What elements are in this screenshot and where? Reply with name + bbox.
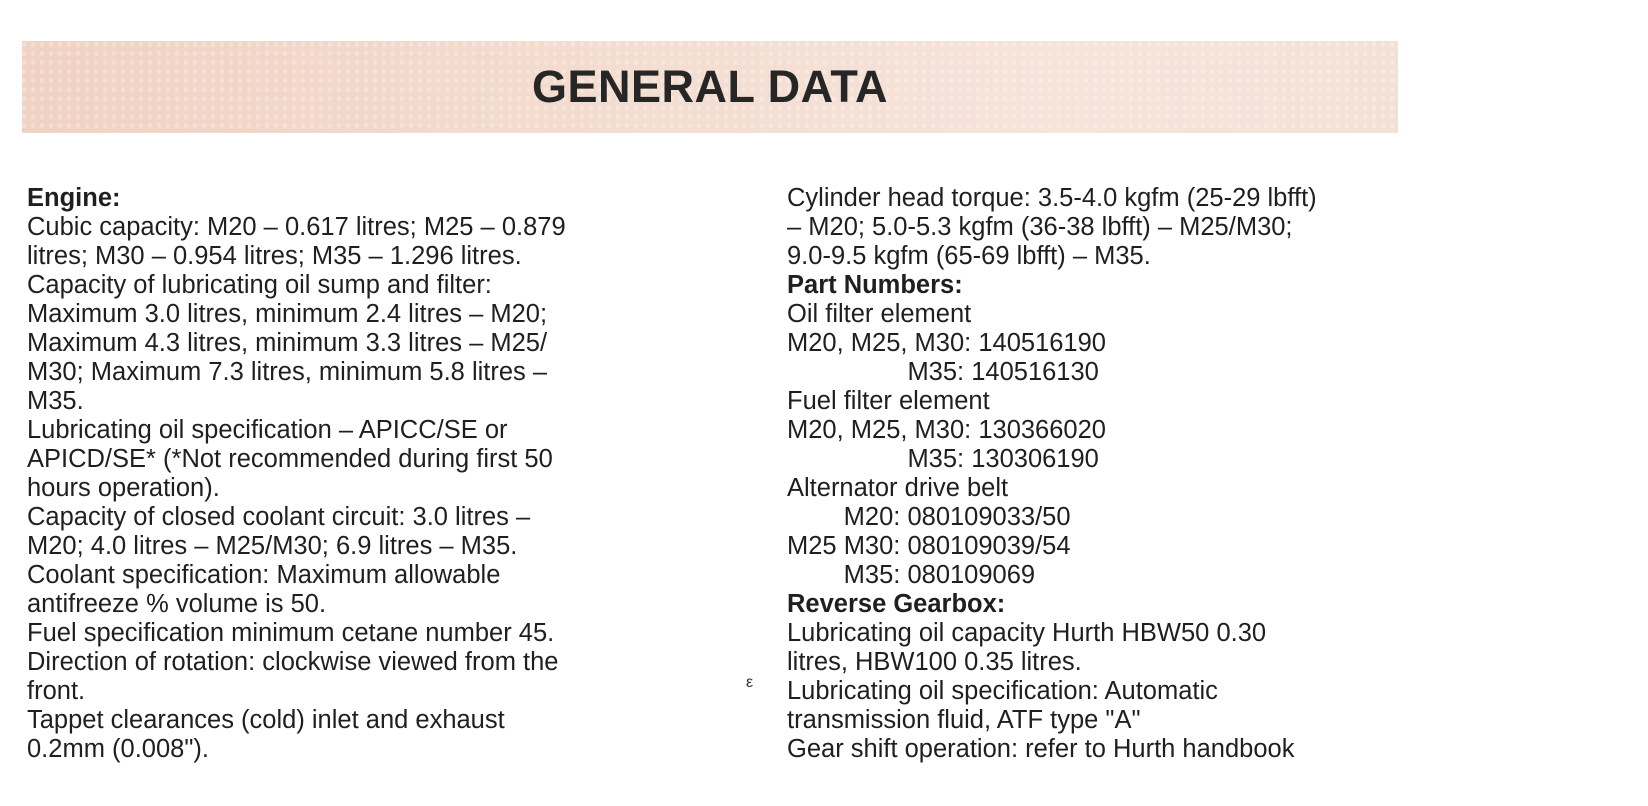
right-column	[787, 184, 1507, 764]
spec-line: Capacity of closed coolant circuit: 3.0 litres –	[27, 503, 531, 531]
spec-line: Coolant specification: Maximum allowable	[27, 561, 501, 589]
spec-line: M35: 080109069	[787, 561, 1036, 589]
spec-line: M20, M25, M30: 140516190	[787, 329, 1106, 357]
spec-line: – M20; 5.0-5.3 kgfm (36-38 lbfft) – M25/M30;	[787, 213, 1293, 241]
spec-line: M20; 4.0 litres – M25/M30; 6.9 litres – M35.	[27, 532, 518, 560]
spec-line: M30; Maximum 7.3 litres, minimum 5.8 litres –	[27, 358, 548, 386]
left-column	[27, 184, 717, 764]
spec-line: Fuel filter element	[787, 387, 990, 415]
spec-line: Fuel specification minimum cetane number 45.	[27, 619, 555, 647]
section-heading: Reverse Gearbox:	[787, 590, 1006, 618]
spec-line: Lubricating oil specification – APICC/SE or	[27, 416, 508, 444]
spec-line: Lubricating oil capacity Hurth HBW50 0.30	[787, 619, 1267, 647]
spec-line: Cubic capacity: M20 – 0.617 litres; M25 – 0.879	[27, 213, 566, 241]
spec-line: Capacity of lubricating oil sump and filter:	[27, 271, 492, 299]
spec-line: Lubricating oil specification: Automatic	[787, 677, 1218, 705]
spec-line: M35: 140516130	[787, 358, 1099, 386]
spec-line: M35: 130306190	[787, 445, 1099, 473]
header-band	[22, 41, 1398, 133]
spec-line: Gear shift operation: refer to Hurth handbook	[787, 735, 1295, 763]
spec-line: Maximum 3.0 litres, minimum 2.4 litres – M20;	[27, 300, 548, 328]
spec-line: M25 M30: 080109039/54	[787, 532, 1071, 560]
stray-mark: ε	[746, 674, 754, 691]
spec-line: 9.0-9.5 kgfm (65-69 lbfft) – M35.	[787, 242, 1151, 270]
spec-line: litres, HBW100 0.35 litres.	[787, 648, 1082, 676]
spec-line: M20: 080109033/50	[787, 503, 1071, 531]
spec-line: antifreeze % volume is 50.	[27, 590, 327, 618]
spec-line: Alternator drive belt	[787, 474, 1009, 502]
page-title: GENERAL DATA	[531, 61, 888, 112]
spec-line: front.	[27, 677, 86, 705]
spec-line: M35.	[27, 387, 84, 415]
spec-line: Cylinder head torque: 3.5-4.0 kgfm (25-29 lbfft)	[787, 184, 1317, 212]
spec-line: Maximum 4.3 litres, minimum 3.3 litres – M25/	[27, 329, 548, 357]
spec-line: Oil filter element	[787, 300, 972, 328]
section-heading: Engine:	[27, 184, 121, 212]
spec-line: litres; M30 – 0.954 litres; M35 – 1.296 litres.	[27, 242, 522, 270]
spec-line: Direction of rotation: clockwise viewed from the	[27, 648, 559, 676]
spec-line: hours operation).	[27, 474, 220, 502]
spec-line: APICD/SE* (*Not recommended during first 50	[27, 445, 553, 473]
spec-line: transmission fluid, ATF type "A"	[787, 706, 1141, 734]
spec-line: Tappet clearances (cold) inlet and exhaust	[27, 706, 505, 734]
section-heading: Part Numbers:	[787, 271, 963, 299]
spec-line: 0.2mm (0.008").	[27, 735, 209, 763]
spec-line: M20, M25, M30: 130366020	[787, 416, 1106, 444]
